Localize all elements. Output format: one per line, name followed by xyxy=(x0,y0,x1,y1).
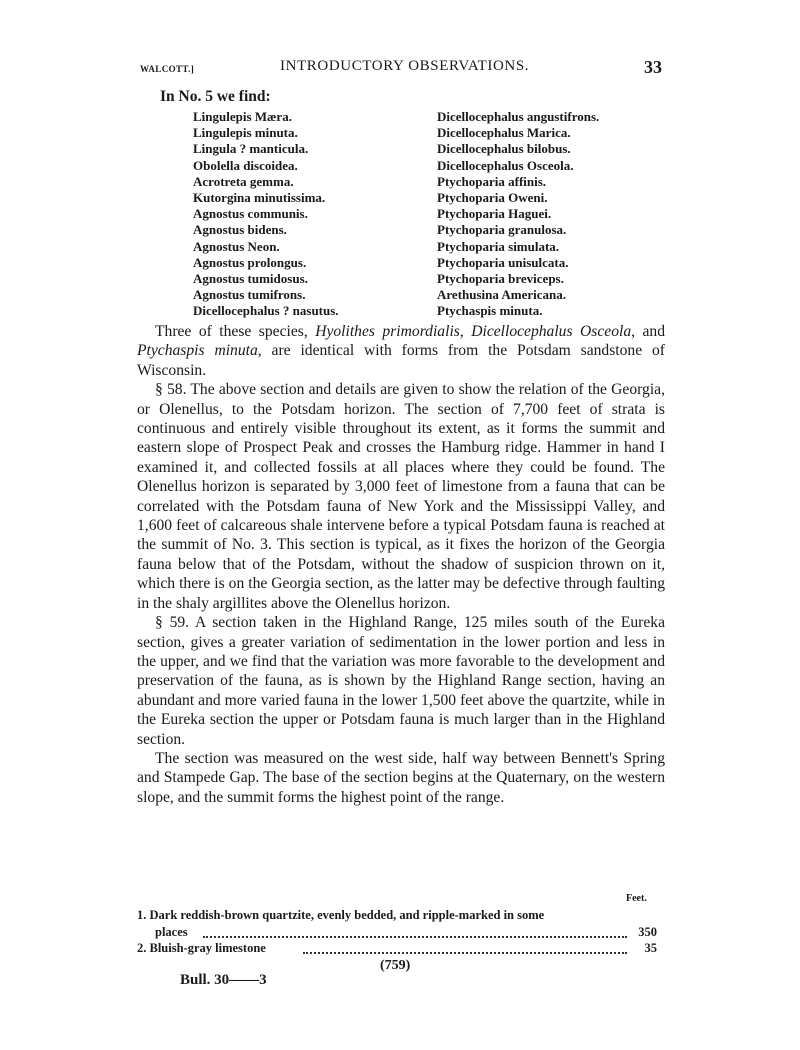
species-item: Agnostus bidens. xyxy=(193,222,287,238)
paragraph-section-measured: The section was measured on the west side, half way between Bennett's Spring and Stampede Gap. The base of the section begins at the Quaternary, on the western slope, and the summit forms the highest point of the range. xyxy=(137,749,665,806)
section-row-text: 1. Dark reddish-brown quartzite, evenly bedded, and ripple-marked in some xyxy=(137,908,545,922)
feet-column-label: Feet. xyxy=(626,893,647,904)
species-list-intro: In No. 5 we find: xyxy=(160,88,271,105)
species-name: Ptychaspis minuta xyxy=(137,342,258,360)
species-item: Obolella discoidea. xyxy=(193,157,298,173)
species-item: Lingulepis Mæra. xyxy=(193,109,292,124)
species-item: Agnostus prolongus. xyxy=(193,254,307,270)
species-item: Ptychoparia Oweni. xyxy=(437,190,548,206)
species-item: Agnostus Neon. xyxy=(193,238,280,254)
section-row-text: places xyxy=(155,925,188,939)
species-name: Dicellocephalus Osceola xyxy=(471,323,632,340)
species-item: Dicellocephalus angustifrons. xyxy=(437,109,600,124)
paragraph-identical-species xyxy=(137,322,665,380)
section-row-text: 2. Bluish-gray limestone xyxy=(137,941,266,955)
signature-mark: Bull. 30——3 xyxy=(180,972,267,988)
paragraph-section-59: § 59. A section taken in the Highland Range, 125 miles south of the Eureka section, gives a greater variation of sedimentation in the lower portion and less in the upper, and we find that the variation was more favorable to the development and preservation of the fauna, as is shown by the Highland Range section, having an abundant and more varied fauna in the lower 1,500 feet above the quartzite, while in the Eureka section the upper or Potsdam fauna is much larger than in the Highland section. xyxy=(137,614,665,748)
section-row xyxy=(137,941,657,959)
paragraph-section-58: § 58. The above section and details are given to show the relation of the Georgia, or Olenellus, to the Potsdam horizon. The section of 7,700 feet of strata is continuous and entirely visible throughout its extent, as it forms the summit and eastern slope of Prospect Peak and crosses the Hamburg ridge. Hammer in hand I examined it, and collected fossils at all places where they could be found. The Olenellus horizon is separated by 3,000 feet of limestone from a fauna that can be correlated with the Potsdam fauna of New York and the Mississippi Valley, and 1,600 feet of calcareous shale intervene before a typical Potsdam fauna is reached at the summit of No. 3. This section is typical, as it fixes the horizon of the Georgia fauna below that of the Potsdam, without the shadow of suspicion thrown on it, which there is on the Georgia section, as the latter may be defective through faulting in the shaly argillites above the Olenellus horizon. xyxy=(137,381,665,612)
species-item: Acrotreta gemma. xyxy=(193,173,294,189)
chapter-running-head: INTRODUCTORY OBSERVATIONS. xyxy=(280,58,530,74)
species-item: Dicellocephalus Marica. xyxy=(437,125,571,141)
dot-leader xyxy=(303,952,627,954)
text-run: , and xyxy=(631,323,666,340)
thickness-value: 35 xyxy=(644,941,657,955)
original-page-code: (759) xyxy=(380,958,411,973)
dot-leader xyxy=(203,936,627,938)
species-item: Ptychoparia Haguei. xyxy=(437,206,552,222)
species-item: Dicellocephalus ? nasutus. xyxy=(193,303,339,319)
species-item: Lingula ? manticula. xyxy=(193,141,309,157)
species-item: Ptychoparia affinis. xyxy=(437,173,547,189)
species-item: Ptychoparia breviceps. xyxy=(437,271,564,287)
species-item: Lingulepis minuta. xyxy=(193,125,298,141)
text-run: Three of these species, xyxy=(155,323,316,340)
section-row xyxy=(137,908,657,926)
text-run: , xyxy=(459,323,472,340)
species-item: Dicellocephalus Osceola. xyxy=(437,157,574,173)
species-name: Hyolithes primordialis xyxy=(315,323,460,340)
author-running-head: WALCOTT.] xyxy=(140,64,195,74)
species-item: Agnostus tumifrons. xyxy=(193,287,306,303)
species-item: Ptychaspis minuta. xyxy=(437,303,543,319)
species-item: Arethusina Americana. xyxy=(437,287,567,303)
species-list-right xyxy=(437,109,599,320)
thickness-value: 350 xyxy=(638,925,657,939)
species-item: Ptychoparia unisulcata. xyxy=(437,254,569,270)
species-item: Agnostus tumidosus. xyxy=(193,271,308,287)
text-run: , are identical with forms from the Potsdam sandstone of Wisconsin. xyxy=(137,342,665,379)
species-item: Agnostus communis. xyxy=(193,206,308,222)
running-header xyxy=(140,58,662,82)
species-item: Ptychoparia simulata. xyxy=(437,238,560,254)
page-number: 33 xyxy=(644,57,662,77)
species-item: Ptychoparia granulosa. xyxy=(437,222,567,238)
body-text xyxy=(137,322,665,807)
species-item: Kutorgina minutissima. xyxy=(193,190,326,206)
species-item: Dicellocephalus bilobus. xyxy=(437,141,571,157)
species-list-left xyxy=(193,109,339,320)
